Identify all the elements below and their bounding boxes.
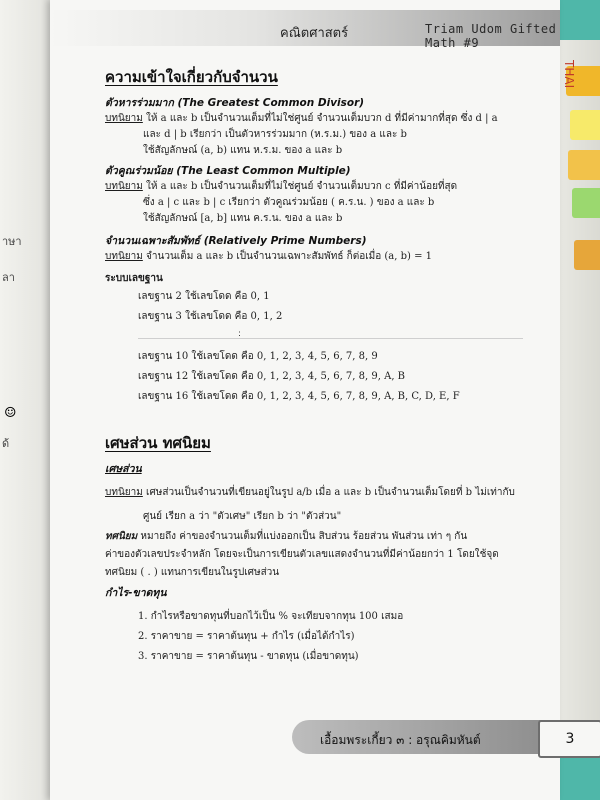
fraction-heading: เศษส่วน: [105, 463, 142, 475]
decimal-line1: หมายถึง ค่าของจำนวนเต็มที่แบ่งออกเป็น สิบส่วน ร้อยส่วน พันส่วน เท่า ๆ กัน: [140, 531, 468, 542]
section-title: เศษส่วน ทศนิยม: [105, 434, 211, 452]
fraction-line1: เศษส่วนเป็นจำนวนที่เขียนอยู่ในรูป a/b เมื่อ a และ b เป็นจำนวนเต็มโดยที่ b ไม่เท่ากับ: [146, 487, 515, 498]
stacked-pages: [558, 40, 600, 740]
definition-label: บทนิยาม: [105, 487, 143, 498]
ellipsis: ⋮: [235, 331, 244, 341]
book-page: [50, 0, 560, 800]
header-series: Triam Udom Gifted Math #9: [425, 22, 557, 50]
left-page-text: ด้: [2, 437, 10, 450]
header-subject: คณิตศาสตร์: [280, 26, 349, 41]
gcd-line1: ให้ a และ b เป็นจำนวนเต็มที่ไม่ใช่ศูนย์ จำนวนเต็มบวก d ที่มีค่ามากที่สุด ซึ่ง d | a: [146, 113, 498, 124]
profit-item: 3. ราคาขาย = ราคาต้นทุน - ขาดทุน (เมื่อขาดทุน): [138, 651, 359, 662]
gcd-line2: และ d | b เรียกว่า เป็นตัวหารร่วมมาก (ห.ร.ม.) ของ a และ b: [143, 129, 407, 140]
coprime-line1: จำนวนเต็ม a และ b เป็นจำนวนเฉพาะสัมพัทธ์ ก็ต่อเมื่อ (a, b) = 1: [146, 251, 433, 262]
decimal-label: ทศนิยม: [105, 531, 138, 542]
base-item: เลขฐาน 3 ใช้เลขโดด คือ 0, 1, 2: [138, 311, 283, 322]
definition-label: บทนิยาม: [105, 113, 143, 124]
base-item: เลขฐาน 2 ใช้เลขโดด คือ 0, 1: [138, 291, 270, 302]
profit-item: 2. ราคาขาย = ราคาต้นทุน + กำไร (เมื่อได้กำไร): [138, 631, 355, 642]
book-tab: [570, 110, 600, 140]
lcm-line3: ใช้สัญลักษณ์ [a, b] แทน ค.ร.น. ของ a และ b: [143, 213, 343, 224]
lcm-line1: ให้ a และ b เป็นจำนวนเต็มที่ไม่ใช่ศูนย์ จำนวนเต็มบวก c ที่มีค่าน้อยที่สุด: [146, 181, 458, 192]
definition-label: บทนิยาม: [105, 251, 143, 262]
book-tab: [568, 150, 600, 180]
page-number: 3: [538, 720, 600, 758]
gcd-line3: ใช้สัญลักษณ์ (a, b) แทน ห.ร.ม. ของ a และ b: [143, 145, 343, 156]
lcm-definition: [105, 182, 457, 192]
gcd-definition: [105, 114, 498, 124]
footer-title: เอื้อมพระเกี้ยว ๓ : อรุณคิมหันต์: [320, 733, 481, 747]
lcm-heading: ตัวคูณร่วมน้อย (The Least Common Multiple): [105, 165, 351, 177]
fraction-line2: ศูนย์ เรียก a ว่า "ตัวเศษ" เรียก b ว่า "ตัวส่วน": [143, 511, 342, 522]
book-tab: [572, 188, 600, 218]
base-item: เลขฐาน 12 ใช้เลขโดด คือ 0, 1, 2, 3, 4, 5, 6, 7, 8, 9, A, B: [138, 371, 406, 382]
left-page-text: าษา: [2, 235, 22, 248]
book-tab: [574, 240, 600, 270]
base-item: เลขฐาน 16 ใช้เลขโดด คือ 0, 1, 2, 3, 4, 5, 6, 7, 8, 9, A, B, C, D, E, F: [138, 391, 460, 402]
fraction-definition: [105, 488, 515, 498]
gcd-heading: ตัวหารร่วมมาก (The Greatest Common Divisor): [105, 97, 365, 109]
lcm-line2: ซึ่ง a | c และ b | c เรียกว่า ตัวคูณร่วมน้อย ( ค.ร.น. ) ของ a และ b: [143, 197, 435, 208]
section-title: ความเข้าใจเกี่ยวกับจำนวน: [105, 68, 278, 86]
base-item: เลขฐาน 10 ใช้เลขโดด คือ 0, 1, 2, 3, 4, 5, 6, 7, 8, 9: [138, 351, 378, 362]
bases-heading: ระบบเลขฐาน: [105, 273, 163, 284]
coprime-heading: จำนวนเฉพาะสัมพัทธ์ (Relatively Prime Numbers): [105, 235, 367, 247]
definition-label: บทนิยาม: [105, 181, 143, 192]
coprime-definition: [105, 252, 432, 262]
decimal-definition: [105, 532, 467, 542]
left-page-text: ลา: [2, 271, 15, 284]
profit-item: 1. กำไรหรือขาดทุนที่บอกไว้เป็น % จะเทียบจากทุน 100 เสมอ: [138, 611, 404, 622]
tab-label: THAI: [562, 60, 576, 89]
decimal-line2: ค่าของตัวเลขประจำหลัก โดยจะเป็นการเขียนตัวเลขแสดงจำนวนที่มีค่าน้อยกว่า 1 โดยใช้จุด: [105, 549, 499, 560]
profit-heading: กำไร-ขาดทุน: [105, 587, 167, 599]
decimal-line3: ทศนิยม ( . ) แทนการเขียนในรูปเศษส่วน: [105, 567, 280, 578]
smile-icon: ☺: [4, 405, 17, 421]
